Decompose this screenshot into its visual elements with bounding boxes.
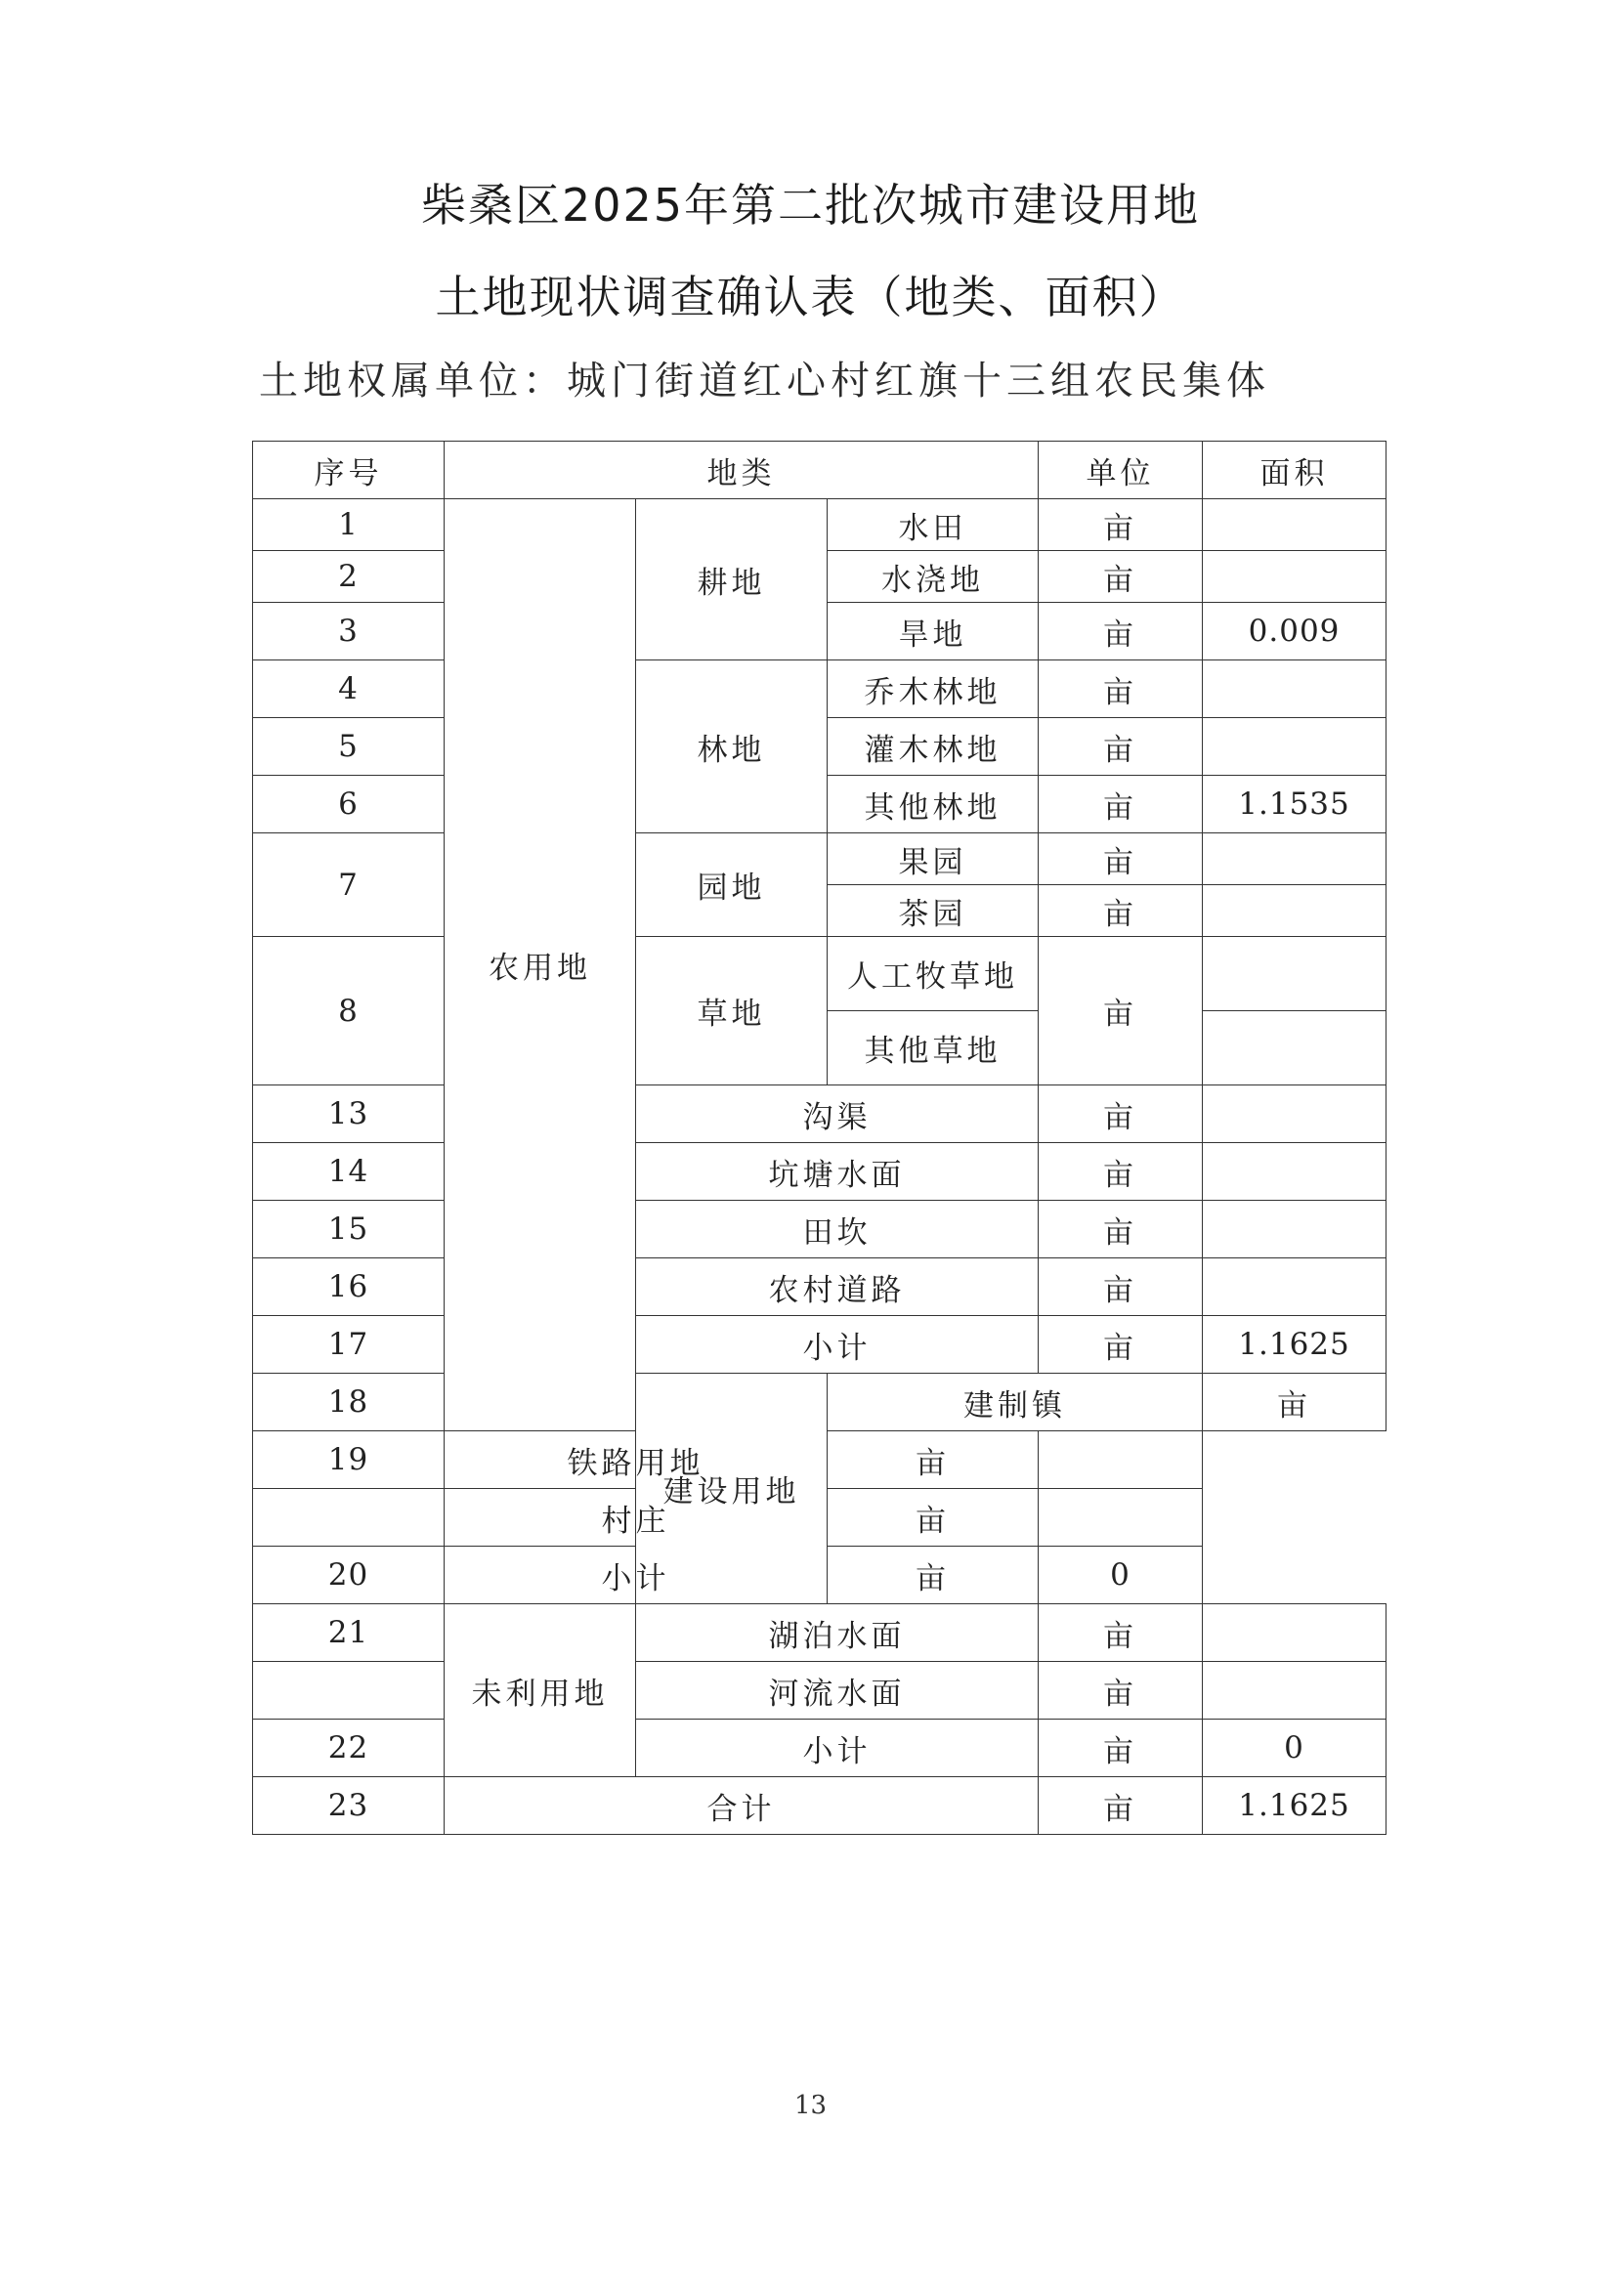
- header-seq: 序号: [253, 442, 445, 499]
- cell-area: [1203, 660, 1386, 718]
- land-owner-value: 城门街道红心村红旗十三组农民集体: [567, 359, 1270, 404]
- cell-unit: 亩: [828, 1489, 1039, 1547]
- cell-area: [1203, 1604, 1386, 1662]
- table-row: [253, 1258, 1386, 1316]
- table-row: [253, 1316, 1386, 1374]
- cell-unit: 亩: [1039, 1201, 1203, 1258]
- table-row: [253, 499, 1386, 551]
- cell-land-type: 坑塘水面: [636, 1143, 1039, 1201]
- cell-area: 1.1535: [1203, 776, 1386, 833]
- cell-land-type: 其他林地: [828, 776, 1039, 833]
- cell-land-type: 沟渠: [636, 1085, 1039, 1143]
- cell-unit: 亩: [1039, 1316, 1203, 1374]
- cell-seq: 23: [253, 1777, 445, 1835]
- cell-seq: 2: [253, 551, 445, 603]
- cell-land-type: 铁路用地: [445, 1431, 828, 1489]
- cell-unit: 亩: [828, 1431, 1039, 1489]
- cell-unit: 亩: [1039, 776, 1203, 833]
- cell-area: [1203, 551, 1386, 603]
- group-forest-land: 林地: [636, 660, 828, 833]
- land-owner-label: 土地权属单位：: [259, 359, 567, 404]
- cell-seq: 1: [253, 499, 445, 551]
- cell-land-type: 小计: [636, 1316, 1039, 1374]
- cell-seq: 7: [253, 833, 445, 937]
- cell-unit: 亩: [1039, 1662, 1203, 1720]
- cell-seq: 17: [253, 1316, 445, 1374]
- table-row: [253, 1604, 1386, 1662]
- cell-land-type: 茶园: [828, 885, 1039, 937]
- table-row: [253, 833, 1386, 885]
- cell-area: [1203, 718, 1386, 776]
- group-grass-land: 草地: [636, 937, 828, 1085]
- cell-land-type: 水田: [828, 499, 1039, 551]
- document-title-line-1: 柴桑区2025年第二批次城市建设用地: [420, 179, 1201, 232]
- cell-area: [1203, 1258, 1386, 1316]
- table-row: [253, 1143, 1386, 1201]
- cell-unit: 亩: [1039, 1604, 1203, 1662]
- table-row: [253, 1431, 1386, 1489]
- group-unused-land: 未利用地: [445, 1604, 636, 1777]
- cell-seq: 8: [253, 937, 445, 1085]
- land-survey-table: [252, 441, 1386, 1835]
- cell-seq: 19: [253, 1431, 445, 1489]
- cell-area: 0: [1203, 1720, 1386, 1777]
- cell-land-type: 河流水面: [636, 1662, 1039, 1720]
- cell-seq: 22: [253, 1720, 445, 1777]
- cell-area: [1203, 1662, 1386, 1720]
- group-construction-land: 建设用地: [636, 1374, 828, 1604]
- cell-seq: 3: [253, 603, 445, 660]
- cell-seq: 14: [253, 1143, 445, 1201]
- cell-unit: 亩: [1039, 1720, 1203, 1777]
- cell-area: 0.009: [1203, 603, 1386, 660]
- table-row: [253, 1547, 1386, 1604]
- cell-land-type: 果园: [828, 833, 1039, 885]
- cell-unit: 亩: [1039, 603, 1203, 660]
- cell-unit: 亩: [1039, 551, 1203, 603]
- cell-seq: 6: [253, 776, 445, 833]
- cell-unit: 亩: [1039, 937, 1203, 1085]
- land-owner-line: [259, 350, 1270, 405]
- cell-area: [1203, 833, 1386, 885]
- cell-unit: 亩: [828, 1547, 1039, 1604]
- table-row: [253, 660, 1386, 718]
- cell-unit: 亩: [1039, 833, 1203, 885]
- cell-land-type: 其他草地: [828, 1011, 1039, 1085]
- cell-area: [1039, 1431, 1203, 1489]
- group-agricultural-land: 农用地: [445, 499, 636, 1431]
- cell-area: [1203, 1143, 1386, 1201]
- cell-area: [1203, 1085, 1386, 1143]
- header-area: 面积: [1203, 442, 1386, 499]
- header-unit: 单位: [1039, 442, 1203, 499]
- cell-area: [1203, 1201, 1386, 1258]
- cell-unit: 亩: [1203, 1374, 1386, 1431]
- table-row: [253, 1374, 1386, 1431]
- cell-seq: 16: [253, 1258, 445, 1316]
- cell-seq: 18: [253, 1374, 445, 1431]
- cell-seq: [253, 1489, 445, 1547]
- cell-land-type: 村庄: [445, 1489, 828, 1547]
- page-number: 13: [793, 2091, 828, 2120]
- cell-land-type: 建制镇: [828, 1374, 1203, 1431]
- cell-area: [1203, 1011, 1386, 1085]
- cell-land-type: 小计: [636, 1720, 1039, 1777]
- cell-area: 0: [1039, 1547, 1203, 1604]
- cell-unit: 亩: [1039, 885, 1203, 937]
- table-row: [253, 1662, 1386, 1720]
- cell-land-type: 农村道路: [636, 1258, 1039, 1316]
- cell-area: [1203, 885, 1386, 937]
- cell-area: [1203, 499, 1386, 551]
- cell-land-type: 湖泊水面: [636, 1604, 1039, 1662]
- table-row: [253, 1085, 1386, 1143]
- cell-seq: 13: [253, 1085, 445, 1143]
- cell-unit: 亩: [1039, 1777, 1203, 1835]
- cell-unit: 亩: [1039, 1258, 1203, 1316]
- group-cultivated-land: 耕地: [636, 499, 828, 660]
- cell-seq: [253, 1662, 445, 1720]
- cell-unit: 亩: [1039, 660, 1203, 718]
- cell-land-type: 人工牧草地: [828, 937, 1039, 1011]
- cell-unit: 亩: [1039, 1085, 1203, 1143]
- table-header-row: [253, 442, 1386, 499]
- document-title-line-2: 土地现状调查确认表（地类、面积）: [435, 271, 1186, 323]
- cell-area: 1.1625: [1203, 1316, 1386, 1374]
- cell-land-type: 田坎: [636, 1201, 1039, 1258]
- table-row: [253, 1201, 1386, 1258]
- cell-land-type: 灌木林地: [828, 718, 1039, 776]
- cell-unit: 亩: [1039, 499, 1203, 551]
- cell-area: 1.1625: [1203, 1777, 1386, 1835]
- cell-seq: 21: [253, 1604, 445, 1662]
- cell-land-type: 水浇地: [828, 551, 1039, 603]
- cell-seq: 4: [253, 660, 445, 718]
- cell-unit: 亩: [1039, 1143, 1203, 1201]
- table-row: [253, 937, 1386, 1011]
- table-row: [253, 1720, 1386, 1777]
- cell-seq: 15: [253, 1201, 445, 1258]
- table-row-total: [253, 1777, 1386, 1835]
- cell-area: [1203, 937, 1386, 1011]
- cell-land-type: 旱地: [828, 603, 1039, 660]
- cell-unit: 亩: [1039, 718, 1203, 776]
- cell-land-type: 合计: [445, 1777, 1039, 1835]
- cell-land-type: 小计: [445, 1547, 828, 1604]
- cell-seq: 5: [253, 718, 445, 776]
- cell-land-type: 乔木林地: [828, 660, 1039, 718]
- table-row: [253, 1489, 1386, 1547]
- cell-seq: 20: [253, 1547, 445, 1604]
- cell-area: [1039, 1489, 1203, 1547]
- header-land-class: 地类: [445, 442, 1039, 499]
- group-garden-land: 园地: [636, 833, 828, 937]
